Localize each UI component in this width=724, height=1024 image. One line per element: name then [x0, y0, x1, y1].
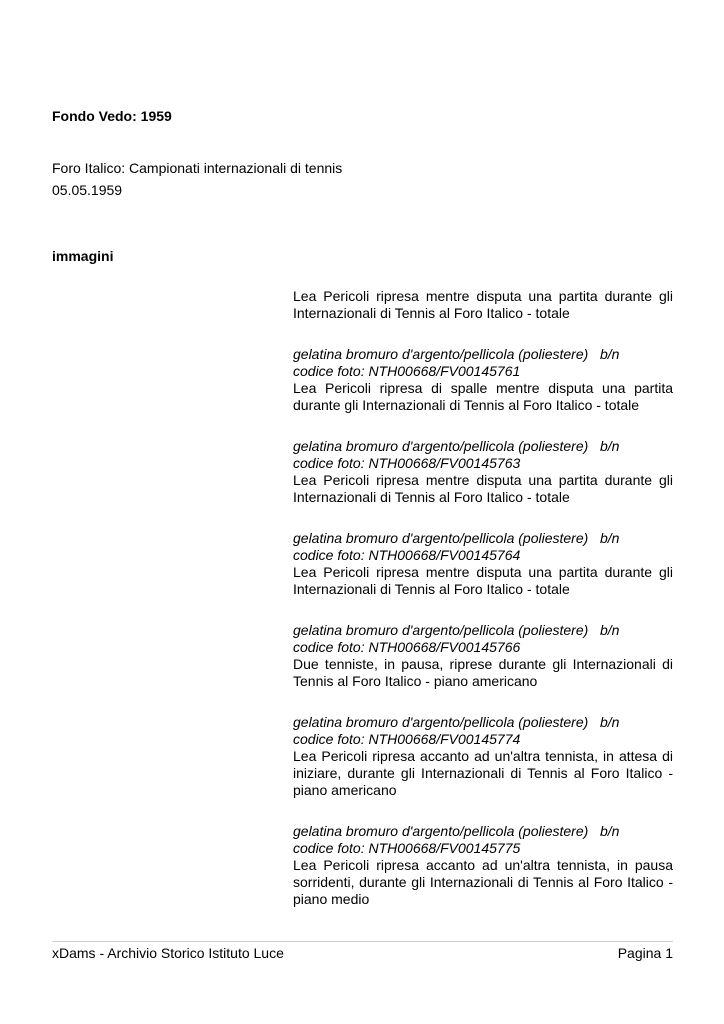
record-code: codice foto: NTH00668/FV00145766	[293, 639, 521, 655]
record-material: gelatina bromuro d'argento/pellicola (poliestere) b/n	[293, 823, 620, 839]
record-material: gelatina bromuro d'argento/pellicola (poliestere) b/n	[293, 622, 620, 638]
record-code: codice foto: NTH00668/FV00145761	[293, 363, 521, 379]
record-description: Lea Pericoli ripresa mentre disputa una partita durante gli Internazionali di Tennis al Foro Italico - totale	[293, 564, 673, 597]
record-description: Due tenniste, in pausa, riprese durante gli Internazionali di Tennis al Foro Italico - piano americano	[293, 656, 673, 689]
record-code: codice foto: NTH00668/FV00145763	[293, 455, 521, 471]
record-code: codice foto: NTH00668/FV00145764	[293, 547, 521, 563]
record-description: Lea Pericoli ripresa accanto ad un'altra tennista, in attesa di iniziare, durante gli Internazionali di Tennis al Foro Italico - piano americano	[293, 748, 673, 798]
event-title: Foro Italico: Campionati internazionali di tennis	[52, 160, 343, 176]
record-item	[293, 530, 673, 598]
record-code: codice foto: NTH00668/FV00145775	[293, 840, 521, 856]
footer-page-number: Pagina 1	[617, 945, 673, 961]
record-description: Lea Pericoli ripresa accanto ad un'altra tennista, in pausa sorridenti, durante gli Internazionali di Tennis al Foro Italico - piano medio	[293, 857, 673, 907]
record-code: codice foto: NTH00668/FV00145774	[293, 731, 521, 747]
record-item	[293, 714, 673, 799]
record-item	[293, 346, 673, 414]
record-material: gelatina bromuro d'argento/pellicola (poliestere) b/n	[293, 714, 620, 730]
record-material: gelatina bromuro d'argento/pellicola (poliestere) b/n	[293, 346, 620, 362]
fondo-title: Fondo Vedo: 1959	[52, 108, 172, 124]
footer-divider	[52, 941, 673, 942]
record-item	[293, 438, 673, 506]
record-material: gelatina bromuro d'argento/pellicola (poliestere) b/n	[293, 438, 620, 454]
record-item	[293, 823, 673, 908]
record-description: Lea Pericoli ripresa mentre disputa una partita durante gli Internazionali di Tennis al Foro Italico - totale	[293, 472, 673, 505]
footer-archive-name: xDams - Archivio Storico Istituto Luce	[52, 945, 284, 961]
records-list	[293, 288, 673, 908]
record-material: gelatina bromuro d'argento/pellicola (poliestere) b/n	[293, 530, 620, 546]
record-item	[293, 622, 673, 690]
event-date: 05.05.1959	[52, 182, 123, 198]
section-label: immagini	[52, 248, 114, 264]
record-description: Lea Pericoli ripresa di spalle mentre disputa una partita durante gli Internazionali di Tennis al Foro Italico - totale	[293, 380, 673, 413]
record-description: Lea Pericoli ripresa mentre disputa una partita durante gli Internazionali di Tennis al Foro Italico - totale	[293, 288, 673, 321]
record-item	[293, 288, 673, 322]
